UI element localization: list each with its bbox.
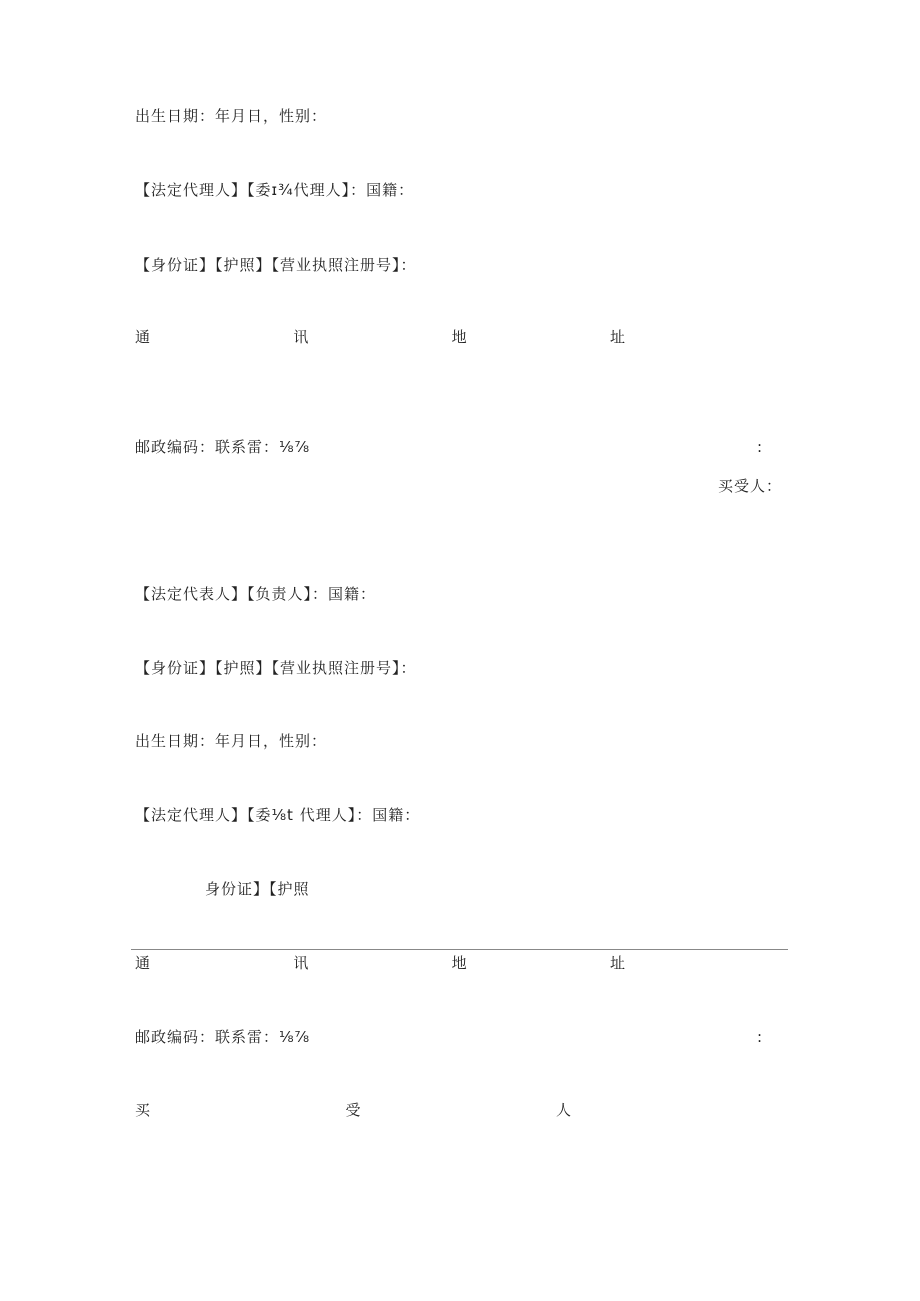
address-label-1	[135, 327, 625, 347]
buyer-char: 人	[555, 1101, 571, 1119]
address-char: 址	[609, 954, 625, 972]
buyer-char: 受	[345, 1101, 361, 1119]
buyer-label-spread	[135, 1100, 571, 1120]
address-label-2	[135, 953, 625, 973]
colon-mark-1: :	[757, 438, 764, 456]
postal-contact-line-1: 邮政编码：联系雷：⅛⅞	[135, 438, 311, 456]
birth-date-line-2: 出生日期：年月日，性别：	[135, 732, 328, 750]
address-char: 地	[451, 954, 467, 972]
id-document-line-3: 身份证】【护照	[205, 880, 310, 898]
buyer-label: 买受人：	[718, 477, 783, 495]
colon-mark-2: :	[757, 1028, 764, 1046]
horizontal-divider	[131, 949, 788, 950]
buyer-char: 买	[135, 1101, 151, 1119]
address-char: 讯	[293, 954, 309, 972]
id-document-line-2: 【身份证】【护照】【营业执照注册号】：	[135, 659, 417, 677]
address-char: 通	[135, 328, 151, 346]
address-char: 通	[135, 954, 151, 972]
agent-nationality-line-2: 【法定代理人】【委⅛t 代理人】：国籍：	[135, 806, 421, 824]
postal-contact-line-2: 邮政编码：联系雷：⅛⅞	[135, 1028, 311, 1046]
address-char: 址	[609, 328, 625, 346]
birth-date-line-1: 出生日期：年月日，性别：	[135, 107, 328, 125]
address-char: 地	[451, 328, 467, 346]
id-document-line-1: 【身份证】【护照】【营业执照注册号】：	[135, 256, 417, 274]
agent-nationality-line-1: 【法定代理人】【委ɪ¾代理人】：国籍：	[135, 181, 415, 199]
address-char: 讯	[293, 328, 309, 346]
legal-representative-line: 【法定代表人】【负责人】：国籍：	[135, 585, 377, 603]
